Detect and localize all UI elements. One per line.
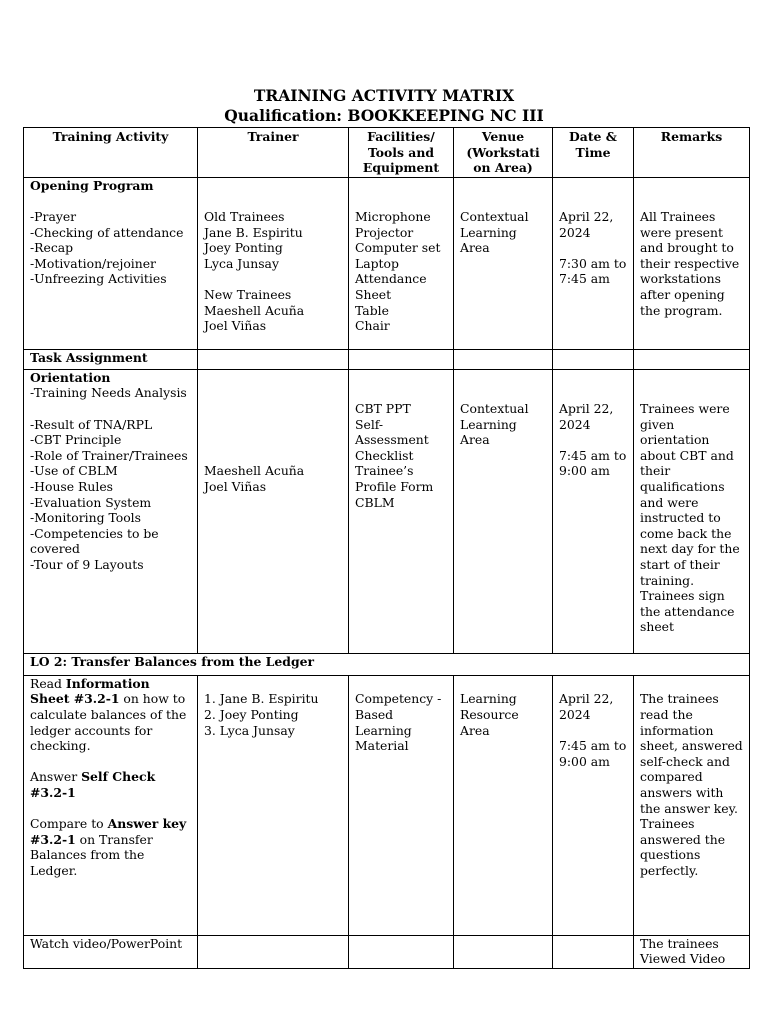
trainer-name: Joey Ponting [204, 240, 283, 256]
empty-cell [454, 349, 553, 369]
read-prefix: Read [30, 675, 66, 691]
empty-cell [349, 349, 454, 369]
facility-item: Computer set [355, 240, 441, 256]
information-sheet-ref: Information Sheet #3.2-1 [30, 675, 150, 707]
list-item: -Competencies to be covered [30, 525, 159, 557]
self-check-ref: Self Check #3.2-1 [30, 769, 156, 800]
facility-item: Microphone [355, 208, 431, 224]
facility-item: Table [355, 302, 389, 318]
lo2-venue-cell [454, 675, 553, 935]
header-date-time: Date & Time [553, 128, 634, 178]
venue-text: Contextual Learning Area [460, 208, 529, 256]
opening-trainer-cell [198, 177, 349, 349]
document-header [0, 86, 768, 126]
facility-item: CBLM [355, 494, 395, 510]
trainer-name: Maeshell Acuña [204, 463, 305, 479]
trainer-name: Jane B. Espiritu [204, 224, 303, 240]
task-assignment-title: Task Assignment [30, 349, 148, 365]
remarks-text: Trainees were given orientation about CBT and their qualifications and were instructed to come back the next day for the start of their training. Trainees sign the attendance sheet [640, 400, 740, 635]
time-text: 7:30 am to 7:45 am [559, 255, 627, 287]
orientation-venue-cell [454, 369, 553, 653]
orientation-title: Orientation [30, 369, 111, 385]
list-item: -Motivation/rejoiner [30, 255, 156, 271]
compare-prefix: Compare to [30, 816, 108, 832]
compare-suffix: on Transfer Balances from the Ledger. [30, 831, 153, 878]
facility-item: Competency -Based Learning Material [355, 691, 442, 754]
table-row [24, 349, 750, 369]
list-item: -Recap [30, 240, 74, 256]
header-venue: Venue (Workstati on Area) [454, 128, 553, 178]
table-row [24, 653, 750, 675]
table-row [24, 675, 750, 935]
facility-item: Attendance Sheet [355, 271, 427, 302]
list-item: -Evaluation System [30, 494, 152, 510]
list-item: -Training Needs Analysis [30, 385, 187, 401]
time-text: 7:45 am to 9:00 am [559, 447, 627, 479]
date-text: April 22, 2024 [559, 400, 614, 432]
remarks-text: The trainees read the information sheet, answered self-check and compared answers with the answer key. Trainees answered the questions perfectly. [640, 691, 743, 878]
orientation-date-cell [553, 369, 634, 653]
empty-cell [349, 935, 454, 968]
lo2-trainer-cell [198, 675, 349, 935]
remarks-text: All Trainees were present and brought to their respective workstations after opening the program. [640, 208, 740, 318]
lo2-section-cell [24, 653, 750, 675]
trainer-name: 1. Jane B. Espiritu [204, 691, 319, 707]
orientation-trainer-cell [198, 369, 349, 653]
trainer-name: Joel Viñas [204, 478, 267, 494]
empty-cell [634, 349, 750, 369]
opening-date-cell [553, 177, 634, 349]
opening-program-title: Opening Program [30, 177, 154, 193]
watch-activity-text: Watch video/PowerPoint [30, 935, 183, 951]
facility-item: Self-Assessment Checklist [355, 416, 429, 463]
lo2-title: LO 2: Transfer Balances from the Ledger [30, 653, 315, 669]
lo2-activity-cell [24, 675, 198, 935]
facility-item: Projector [355, 224, 414, 240]
answer-prefix: Answer [30, 769, 82, 785]
list-item: -Unfreezing Activities [30, 271, 167, 287]
opening-remarks-cell [634, 177, 750, 349]
read-instruction [30, 676, 191, 754]
lo2-facilities-cell [349, 675, 454, 935]
read-suffix: on how to calculate balances of the ledger accounts for checking. [30, 691, 187, 754]
answer-instruction [30, 769, 191, 800]
remarks-text: The trainees Viewed Video [640, 935, 726, 967]
date-text: April 22, 2024 [559, 691, 614, 722]
list-item: -Result of TNA/RPL [30, 416, 153, 432]
lo2-date-cell [553, 675, 634, 935]
date-text: April 22, 2024 [559, 208, 614, 240]
trainer-name: 3. Lyca Junsay [204, 722, 295, 738]
venue-text: Learning Resource Area [460, 691, 519, 738]
opening-venue-cell [454, 177, 553, 349]
facility-item: Trainee’s Profile Form [355, 463, 434, 494]
venue-text: Contextual Learning Area [460, 400, 529, 448]
header-facilities: Facilities/ Tools and Equipment [349, 128, 454, 178]
compare-instruction [30, 816, 191, 878]
orientation-activity-cell [24, 369, 198, 653]
document-title: TRAINING ACTIVITY MATRIX [253, 86, 515, 105]
empty-cell [553, 349, 634, 369]
empty-cell [553, 935, 634, 968]
lo2-remarks-cell [634, 675, 750, 935]
table-header-row [24, 128, 750, 178]
facility-item: Chair [355, 318, 390, 334]
list-item: -CBT Principle [30, 432, 122, 448]
facility-item: CBT PPT [355, 400, 411, 416]
training-activity-table [23, 127, 750, 969]
table-row [24, 369, 750, 653]
table-row [24, 177, 750, 349]
empty-cell [198, 935, 349, 968]
table-row [24, 935, 750, 968]
empty-cell [454, 935, 553, 968]
trainer-name: Joel Viñas [204, 318, 267, 334]
task-assignment-cell [24, 349, 198, 369]
trainer-name: 2. Joey Ponting [204, 706, 299, 722]
qualification-title: Qualification: BOOKKEEPING NC III [224, 106, 544, 125]
old-trainees-label: Old Trainees [204, 208, 285, 224]
trainer-name: Maeshell Acuña [204, 302, 305, 318]
header-training-activity: Training Activity [24, 128, 198, 178]
trainer-name: Lyca Junsay [204, 255, 279, 271]
empty-cell [198, 349, 349, 369]
orientation-facilities-cell [349, 369, 454, 653]
header-remarks: Remarks [634, 128, 750, 178]
list-item: -House Rules [30, 478, 114, 494]
list-item: -Monitoring Tools [30, 510, 141, 526]
opening-activity-cell [24, 177, 198, 349]
list-item: -Tour of 9 Layouts [30, 556, 144, 572]
orientation-remarks-cell [634, 369, 750, 653]
opening-facilities-cell [349, 177, 454, 349]
watch-remarks-cell [634, 935, 750, 968]
list-item: -Use of CBLM [30, 463, 118, 479]
facility-item: Laptop [355, 255, 399, 271]
list-item: -Prayer [30, 208, 77, 224]
answer-key-ref: Answer key #3.2-1 [30, 816, 187, 847]
list-item: -Role of Trainer/Trainees [30, 447, 188, 463]
time-text: 7:45 am to 9:00 am [559, 738, 627, 769]
list-item: -Checking of attendance [30, 224, 184, 240]
header-trainer: Trainer [198, 128, 349, 178]
new-trainees-label: New Trainees [204, 286, 292, 302]
watch-activity-cell [24, 935, 198, 968]
